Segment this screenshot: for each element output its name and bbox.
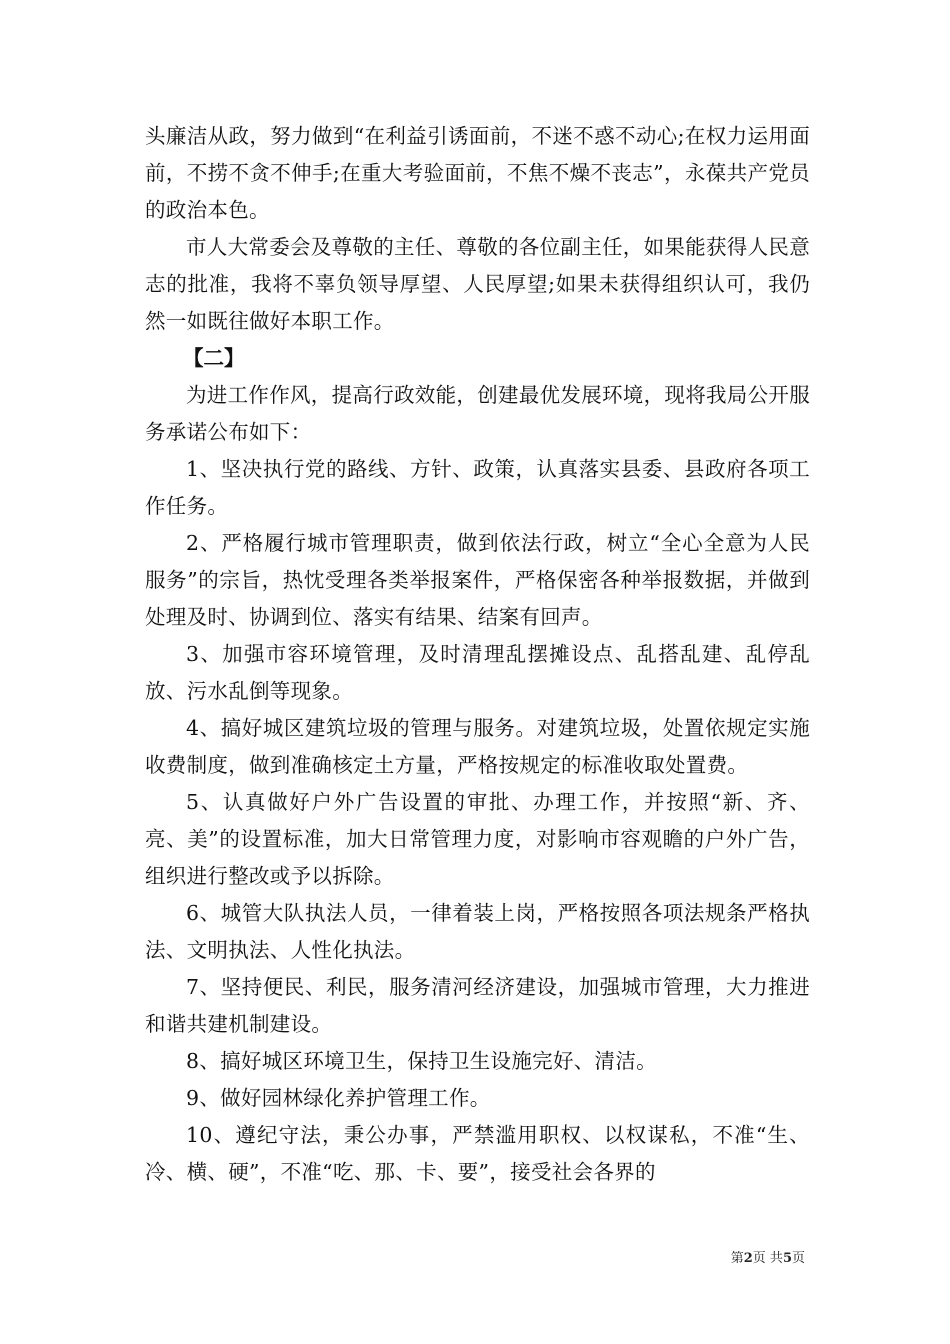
list-item-9: 9、做好园林绿化养护管理工作。 — [186, 1086, 491, 1110]
paragraph-section-two-intro: 为进工作作风，提高行政效能，创建最优发展环境，现将我局公开服务承诺公布如下： — [145, 383, 810, 444]
section-heading: 【二】 — [183, 346, 245, 370]
footer-prefix: 第 — [730, 1251, 744, 1266]
list-item-2: 2、严格履行城市管理职责，做到依法行政，树立“全心全意为人民服务”的宗旨，热忱受理各类举报案件，严格保密各种举报数据，并做到处理及时、协调到位、落实有结果、结案有回声。 — [145, 531, 810, 629]
footer-current-page: 2 — [743, 1251, 753, 1266]
footer-middle: 页 共 — [752, 1251, 783, 1266]
page-number-footer — [731, 1250, 805, 1268]
paragraph-closing: 市人大常委会及尊敬的主任、尊敬的各位副主任，如果能获得人民意志的批准，我将不辜负领导厚望、人民厚望;如果未获得组织认可，我仍然一如既往做好本职工作。 — [145, 235, 810, 333]
list-item-7: 7、坚持便民、利民，服务清河经济建设，加强城市管理，大力推进和谐共建机制建设。 — [145, 975, 810, 1036]
footer-total-pages: 5 — [782, 1251, 792, 1266]
list-item-1: 1、坚决执行党的路线、方针、政策，认真落实县委、县政府各项工作任务。 — [145, 457, 810, 518]
paragraph-intro-continued: 头廉洁从政，努力做到“在利益引诱面前，不迷不惑不动心;在权力运用面前，不捞不贪不伸手;在重大考验面前，不焦不燥不丧志”，永葆共产党员的政治本色。 — [145, 124, 810, 222]
list-item-8: 8、搞好城区环境卫生，保持卫生设施完好、清洁。 — [186, 1049, 657, 1073]
list-item-6: 6、城管大队执法人员，一律着装上岗，严格按照各项法规条严格执法、文明执法、人性化执法。 — [145, 901, 810, 962]
list-item-5: 5、认真做好户外广告设置的审批、办理工作，并按照“新、齐、亮、美”的设置标准，加大日常管理力度，对影响市容观瞻的户外广告，组织进行整改或予以拆除。 — [145, 790, 810, 888]
footer-suffix: 页 — [791, 1251, 805, 1266]
list-item-4: 4、搞好城区建筑垃圾的管理与服务。对建筑垃圾，处置依规定实施收费制度，做到准确核定土方量，严格按规定的标准收取处置费。 — [145, 716, 810, 777]
list-item-10: 10、遵纪守法，秉公办事，严禁滥用职权、以权谋私，不准“生、冷、横、硬”，不准“吃、那、卡、要”，接受社会各界的 — [145, 1123, 810, 1184]
document-body — [145, 118, 810, 1191]
list-item-3: 3、加强市容环境管理，及时清理乱摆摊设点、乱搭乱建、乱停乱放、污水乱倒等现象。 — [145, 642, 810, 703]
